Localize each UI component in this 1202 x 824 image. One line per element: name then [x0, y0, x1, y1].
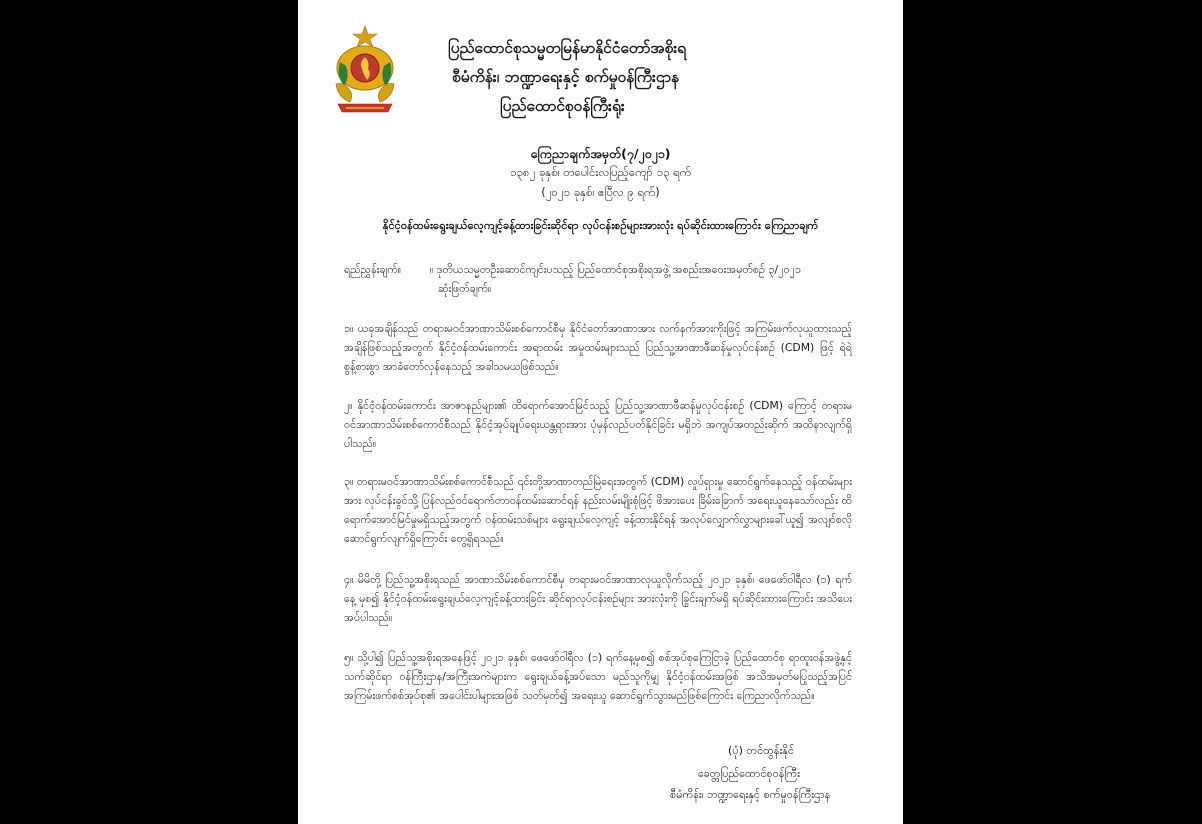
signatory-name: (ပုံ) တင်ထွန်းနိုင် — [728, 744, 795, 757]
date-myanmar: ၁၃၈၂ ခုနှစ်၊ တပေါင်းလပြည့်ကျော် ၁၃ ရက် — [510, 165, 691, 179]
signatory-title: ခေတ္တပြည်ထောင်စုဝန်ကြီး — [698, 767, 800, 780]
reference — [344, 260, 852, 298]
document-page — [298, 0, 903, 824]
paragraph-5: ၅။ သို့ပါ၍ ပြည်သူ့အစိုးရအနေဖြင့် ၂၀၂၁ ခုနှစ်၊ ဖေဖော်ဝါရီလ (၁) ရက်နေ့မှစ၍ စစ်အုပ်စုကြေငြာခဲ့ ပြည်ထောင်စု ရာထူးဝန်အဖွဲ့နှင့် သက်ဆိုင်ရာ ဝန်ကြီးဌာန/အကြီးအကဲများက ရွေးချယ်ခန့်အပ်သော မည်သူကိုမျှ နိုင်ငံ့ဝန်ထမ်းအဖြစ် အသိအမှတ်မပြုသည့်အပြင် အကြမ်းဖက်စစ်အုပ်စု၏ အပေါင်းပါများအဖြစ် သတ်မှတ်၍ အရေးယူ ဆောင်ရွက်သွားမည်ဖြစ်ကြောင်း ကြေညာလိုက်သည်။ — [344, 651, 852, 702]
date-gregorian: (၂၀၂၁ ခုနှစ်၊ ဧပြီလ ၉ ရက်) — [541, 185, 660, 199]
org-line-government: ပြည်ထောင်စုသမ္မတမြန်မာနိုင်ငံတော်အစိုးရ — [448, 39, 687, 57]
notice-number: ကြေညာချက်အမှတ်(၇/၂၀၂၁) — [530, 146, 671, 161]
state-emblem — [332, 24, 398, 116]
paragraph-4: ၄။ မိမိတို့ ပြည်သူ့အစိုးရသည် အာဏာသိမ်းစစ်ကောင်စီမှ တရားမဝင်အာဏာလုယူလိုက်သည့် ၂၀၂၁ ခုနှစ်၊ ဖေဖော်ဝါရီလ (၁) ရက်နေ့ မှစ၍ နိုင်ငံ့ဝန်ထမ်းရွေးချယ်လေ့ကျင့်ခန့်ထားခြင်း ဆိုင်ရာလုပ်ငန်းစဉ်များ အားလုံးကို ခြွင်းချက်မရှိ ရပ်ဆိုင်းထားကြောင်း အသိပေးအပ်ပါသည်။ — [344, 573, 852, 624]
letterhead — [298, 18, 903, 128]
state-emblem-icon — [332, 24, 398, 116]
org-line-office: ပြည်ထောင်စုဝန်ကြီးရုံး — [500, 97, 625, 115]
paragraph-2: ၂။ နိုင်ငံ့ဝန်ထမ်းကောင်း အာဇာနည်များ၏ ထိရောက်အောင်မြင်သည့် ပြည်သူ့အာဏာဖီဆန်မှုလုပ်ငန်းစဉ် (CDM) ကြောင့် တရားမဝင်အာဏာသိမ်းစစ်ကောင်စီသည် နိုင်ငံ့အုပ်ချုပ်ရေးယန္တရားအား ပုံမှန်လည်ပတ်နိုင်ခြင်း မရှိဘဲ အကျပ်အတည်းဆိုက် အထိနာလျက်ရှိပါသည်။ — [344, 399, 852, 450]
paragraph-1: ၁။ ယခုအချိန်သည် တရားမဝင်အာဏာသိမ်းစစ်ကောင်စီမှ နိုင်ငံတော်အာဏာအား လက်နက်အားကိုးဖြင့် အကြမ်းဖက်လုယူထားသည့် အချိန်ဖြစ်သည့်အတွက် နိုင်ငံ့ဝန်ထမ်းကောင်း အရာထမ်း အမှုထမ်းများသည် ပြည်သူ့အာဏာဖီဆန်မှုလုပ်ငန်းစဉ် (CDM) ဖြင့် ရဲရဲ စွန့်စားစွာ အာခံတော်လှန်နေသည့် အခါသမယဖြစ်သည်။ — [344, 322, 852, 373]
reference-text-cont: ဆုံးဖြတ်ချက်။ — [438, 282, 492, 295]
reference-label: ရည်ညွှန်းချက်။ — [344, 263, 402, 276]
org-line-ministry: စီမံကိန်း၊ ဘဏ္ဍာရေးနှင့် စက်မှုဝန်ကြီးဌာန — [452, 68, 679, 86]
notice-subject: နိုင်ငံ့ဝန်ထမ်းရွေးချယ်လေ့ကျင့်ခန့်ထားခြင်းဆိုင်ရာ လုပ်ငန်းစဉ်များအားလုံး ရပ်ဆိုင်းထားကြောင်း ကြေညာချက် — [382, 219, 819, 232]
signatory-ministry: စီမံကိန်း၊ ဘဏ္ဍာရေးနှင့် စက်မှုဝန်ကြီးဌာန — [670, 788, 831, 801]
reference-text: ။ ဒုတိယသမ္မတဦးဆောင်ကျင်းပသည့် ပြည်ထောင်စုအစိုးရအဖွဲ့ အစည်းအဝေးအမှတ်စဉ် ၃/၂၀၂၁ — [430, 263, 801, 276]
paragraph-3: ၃။ တရားမဝင်အာဏာသိမ်းစစ်ကောင်စီသည် ၎င်းတို့အာဏာတည်မြဲရေးအတွက် (CDM) လှုပ်ရှားမှု ဆောင်ရွက်နေသည့် ဝန်ထမ်းများအား လုပ်ငန်းခွင်သို့ ပြန်လည်ဝင်ရောက်တာဝန်ထမ်းဆောင်ရန် နည်းလမ်းမျိုးစုံဖြင့် ဖိအားပေး ခြိမ်းခြောက် အရေးယူနေသော်လည်း ထိရောက်အောင်မြင်မှုမရှိသည့်အတွက် ဝန်ထမ်းသစ်များ ရွေးချယ်လေ့ကျင့် ခန့်ထားနိုင်ရန် အလုပ်လျှောက်လွှာများခေါ်ယူ၍ အလျင်စလို ဆောင်ရွက်လျက်ရှိကြောင်း တွေ့ရှိရသည်။ — [344, 475, 852, 545]
organization-name — [448, 34, 828, 121]
